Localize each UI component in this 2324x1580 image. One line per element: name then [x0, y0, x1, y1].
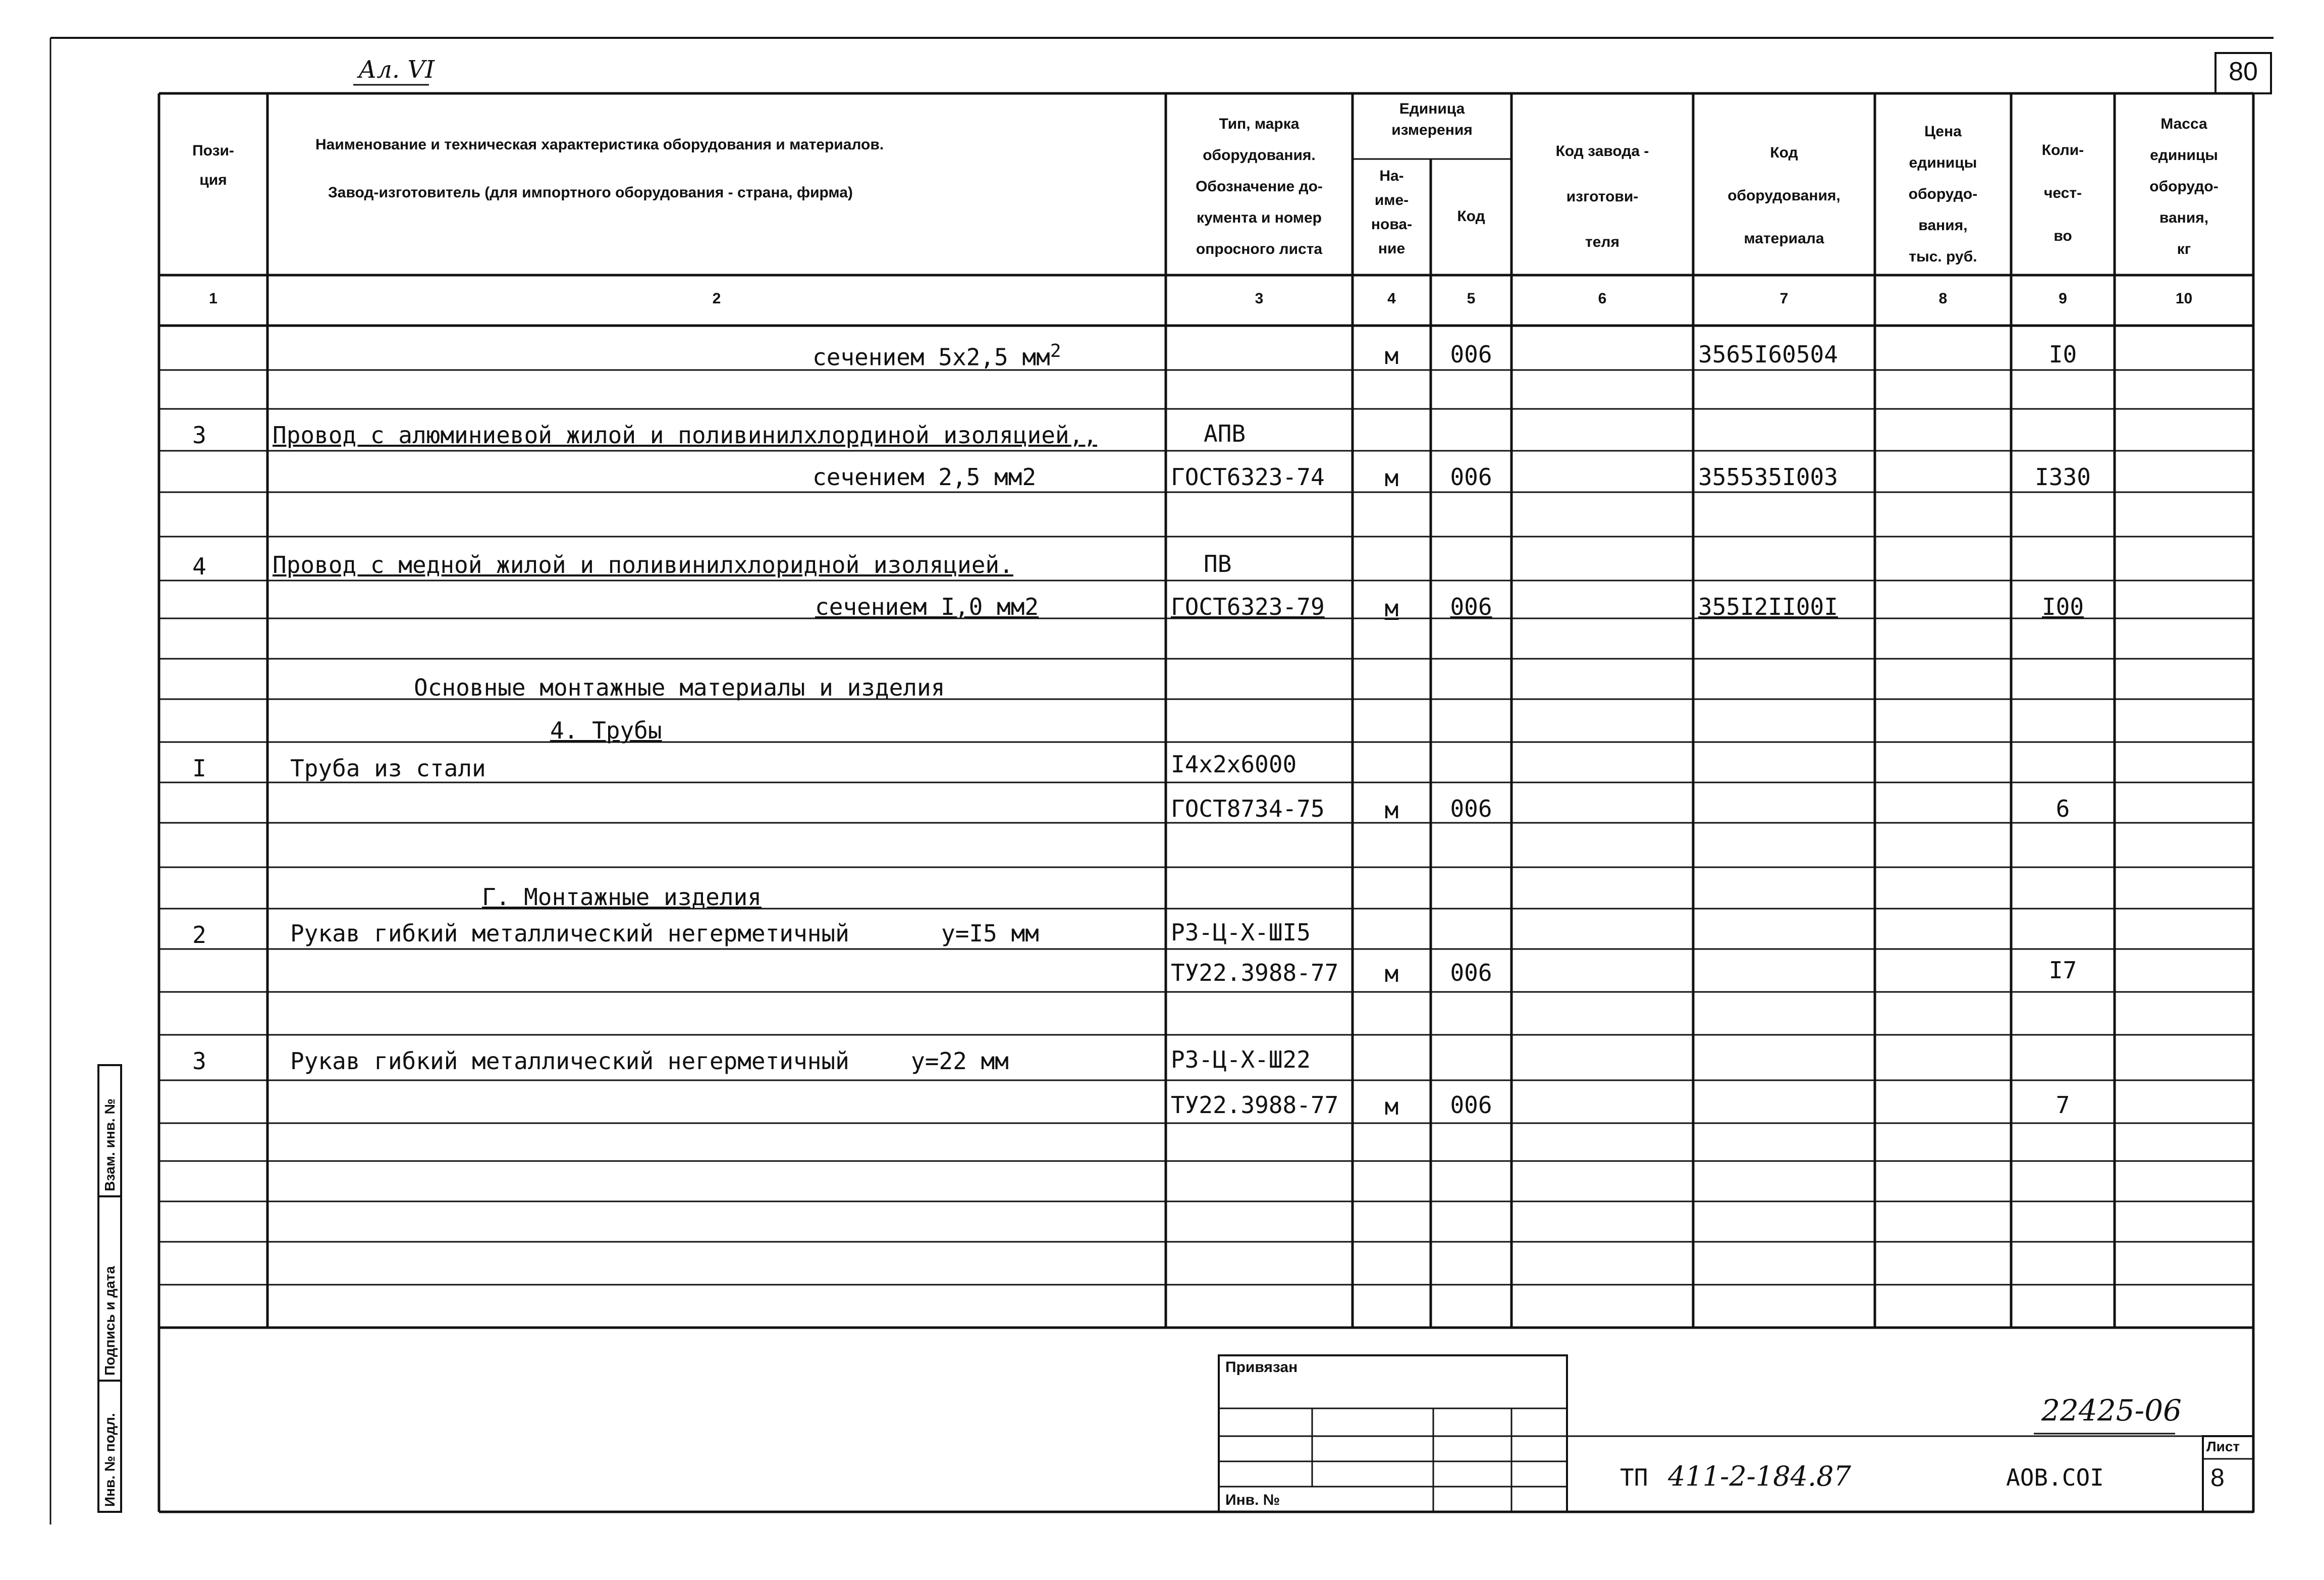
equip-code-cell: 3565I60504	[1698, 341, 1838, 368]
unit-name-cell: м	[1384, 464, 1399, 492]
unit-name-cell: м	[1384, 797, 1399, 824]
side-label-signature-date: Подпись и дата	[102, 1266, 118, 1376]
header-factory-code: Код завода - изготови- теля	[1555, 143, 1649, 250]
position-cell: I	[192, 755, 206, 782]
unit-name-cell: м	[1384, 342, 1399, 370]
header-qty: Коли- чест- во	[2041, 142, 2084, 244]
table-row-name: Рукав гибкий металлический негерметичный	[290, 1047, 849, 1075]
equip-code-cell: 355535I003	[1698, 463, 1838, 491]
table-row-name: сечением 2,5 мм2	[813, 463, 1037, 491]
list-label: Лист	[2206, 1439, 2240, 1454]
col-number-8: 8	[1938, 290, 1948, 307]
tp-prefix: ТП	[1620, 1464, 1648, 1491]
qty-cell: I7	[2048, 957, 2077, 984]
unit-name-cell: м	[1384, 960, 1399, 987]
type-cell: Р3-Ц-Х-ШI5	[1171, 919, 1311, 946]
equip-code-cell: 355I2II00I	[1698, 593, 1838, 620]
appendix-mark: Ал. VI	[358, 56, 435, 84]
col-number-10: 10	[2175, 290, 2193, 307]
unit-code-cell: 006	[1450, 795, 1492, 822]
unit-code-cell: 006	[1450, 593, 1492, 620]
type-cell: Р3-Ц-Х-Ш22	[1171, 1046, 1311, 1073]
qty-cell: I00	[2041, 593, 2084, 620]
row-note: у=I5 мм	[941, 920, 1039, 947]
list-number: 8	[2210, 1463, 2225, 1492]
type-cell: ПВ	[1204, 550, 1232, 577]
header-name-line1: Наименование и техническая характеристика оборудования и материалов.	[315, 136, 884, 153]
position-cell: 3	[192, 1047, 206, 1075]
unit-code-cell: 006	[1450, 341, 1492, 368]
qty-cell: I330	[2035, 463, 2091, 491]
position-cell: 3	[192, 422, 206, 449]
qty-cell: 7	[2056, 1091, 2070, 1119]
unit-code-cell: 006	[1450, 1091, 1492, 1119]
tp-code: 411-2-184.87	[1668, 1460, 1851, 1492]
table-row-name: Провод с медной жилой и поливинилхлоридной изоляцией.	[273, 551, 1013, 578]
doc-number-handwritten: 22425-06	[2041, 1393, 2182, 1428]
page-number: 80	[2229, 57, 2258, 86]
table-row-name: Провод с алюминиевой жилой и поливинилхлординой изоляцией,,	[273, 422, 1097, 449]
col-number-6: 6	[1598, 290, 1607, 307]
qty-cell: 6	[2056, 795, 2070, 822]
header-position: Пози- ция	[192, 142, 234, 188]
header-mass: Масса единицы оборудо- вания, кг	[2149, 116, 2219, 257]
position-cell: 2	[192, 921, 206, 949]
section-subheading: 4. Трубы	[550, 717, 662, 744]
header-unit-group: Единица измерения	[1391, 100, 1473, 138]
col-number-7: 7	[1779, 290, 1789, 307]
side-label-inv-original: Инв. № подл.	[102, 1413, 118, 1507]
type-cell: ГОСТ8734-75	[1171, 795, 1325, 822]
table-row-name: сечением I,0 мм2	[815, 593, 1039, 620]
table-row-name: сечением 5х2,5 $мм^2$	[813, 341, 1061, 371]
type-cell: I4х2х6000	[1171, 751, 1297, 778]
stamp-privyazan: Привязан	[1225, 1359, 1298, 1376]
header-equip-code: Код оборудования, материала	[1727, 144, 1841, 247]
header-price: Цена единицы оборудо- вания, тыс. руб.	[1908, 123, 1978, 265]
qty-cell: I0	[2048, 341, 2077, 368]
header-unit-name: На- име- нова- ние	[1371, 168, 1413, 257]
unit-code-cell: 006	[1450, 959, 1492, 986]
type-cell: ТУ22.3988-77	[1171, 1091, 1339, 1119]
type-cell: ГОСТ6323-74	[1171, 463, 1325, 491]
table-row-name: Рукав гибкий металлический негерметичный	[290, 920, 849, 947]
row-note: у=22 мм	[911, 1047, 1009, 1075]
type-cell: АПВ	[1204, 420, 1246, 447]
section-heading: Г. Монтажные изделия	[482, 883, 762, 911]
col-number-4: 4	[1387, 290, 1396, 307]
table-row-name: Труба из стали	[290, 755, 486, 782]
unit-name-cell: м	[1384, 595, 1399, 622]
section-heading: Основные монтажные материалы и изделия	[414, 674, 945, 701]
col-number-3: 3	[1255, 290, 1264, 307]
doc-code: АОВ.СОI	[2006, 1464, 2104, 1491]
header-name-line2: Завод-изготовитель (для импортного оборудования - страна, фирма)	[328, 184, 853, 201]
header-type: Тип, марка оборудования. Обозначение до- кумента и номер опросного листа	[1196, 116, 1323, 257]
type-cell: ТУ22.3988-77	[1171, 959, 1339, 986]
header-unit-code: Код	[1457, 208, 1485, 225]
position-cell: 4	[192, 553, 206, 580]
unit-name-cell: м	[1384, 1093, 1399, 1120]
type-cell: ГОСТ6323-79	[1171, 593, 1325, 620]
col-number-9: 9	[2059, 290, 2067, 307]
col-number-1: 1	[209, 290, 218, 307]
side-label-replace-inv: Взам. инв. №	[102, 1098, 118, 1191]
stamp-inv-no: Инв. №	[1225, 1492, 1280, 1508]
unit-code-cell: 006	[1450, 463, 1492, 491]
col-number-2: 2	[712, 290, 721, 307]
col-number-5: 5	[1467, 290, 1476, 307]
